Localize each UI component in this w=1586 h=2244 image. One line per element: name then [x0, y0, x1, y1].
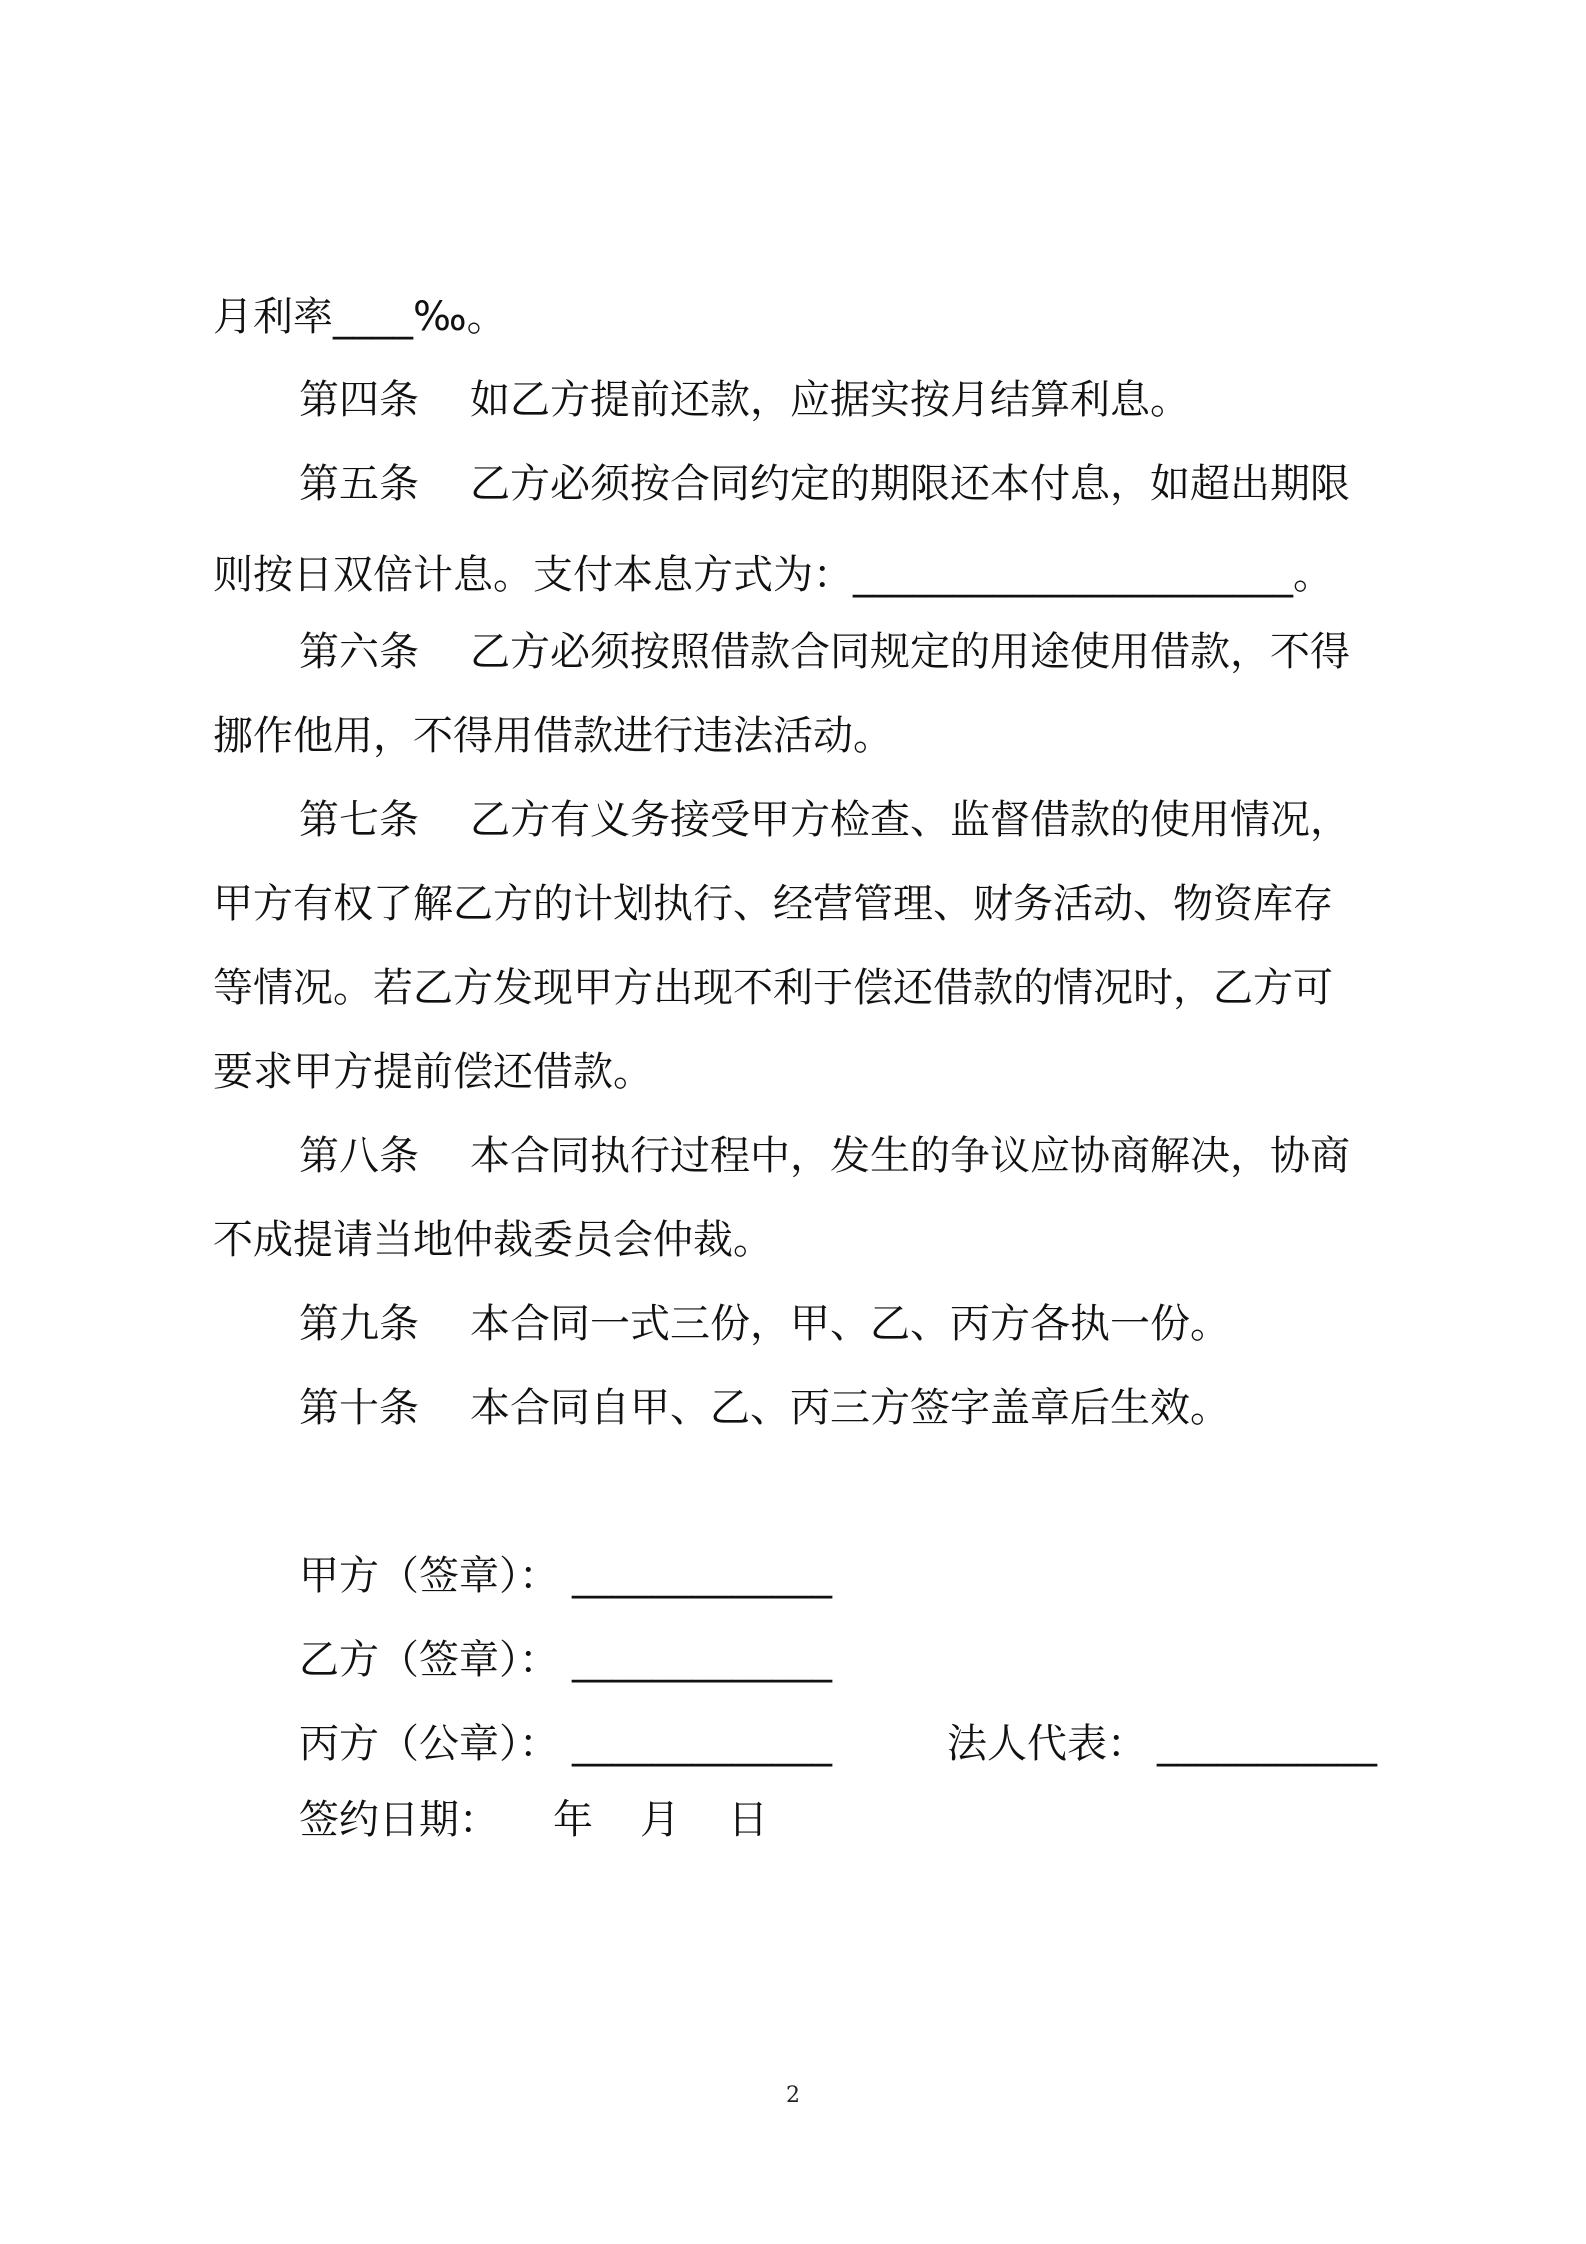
clause-9 — [0, 1294, 1586, 1354]
clause-5-text-cont: 则按日双倍计息。支付本息方式为：______________________。 — [213, 552, 1333, 598]
date-day-label: 日 — [728, 1797, 768, 1843]
clause-9-label: 第九条 — [299, 1301, 419, 1347]
interest-rate-line — [0, 287, 1586, 347]
clause-10-label: 第十条 — [299, 1385, 419, 1431]
clause-6-label: 第六条 — [299, 629, 419, 675]
clause-5-label: 第五条 — [299, 461, 419, 507]
clause-5-continuation — [0, 545, 1586, 605]
clause-5-text: 乙方必须按合同约定的期限还本付息，如超出期限 — [470, 461, 1350, 507]
clause-10-text: 本合同自甲、乙、丙三方签字盖章后生效。 — [470, 1385, 1230, 1431]
clause-7-label: 第七条 — [299, 797, 419, 843]
clause-7-text: 乙方有义务接受甲方检查、监督借款的使用情况， — [470, 797, 1350, 843]
party-a-signature-blank: _____________ — [572, 1553, 832, 1599]
party-c-label: 丙方（公章）： — [299, 1721, 559, 1767]
clause-6-text-cont: 挪作他用，不得用借款进行违法活动。 — [213, 713, 893, 759]
clause-7-continuation-1 — [0, 874, 1586, 934]
clause-7-continuation-2 — [0, 958, 1586, 1018]
clause-4 — [0, 370, 1586, 430]
clause-8-continuation — [0, 1210, 1586, 1270]
signing-date — [0, 1790, 1586, 1850]
party-a-label: 甲方（签章）： — [299, 1553, 559, 1599]
clause-6-continuation — [0, 706, 1586, 766]
party-b-label: 乙方（签章）： — [299, 1637, 559, 1683]
interest-rate-text: 月利率____‰。 — [213, 294, 507, 340]
clause-7 — [0, 790, 1586, 850]
clause-8-label: 第八条 — [299, 1133, 419, 1179]
clause-7-text-cont-2: 等情况。若乙方发现甲方出现不利于偿还借款的情况时，乙方可 — [213, 965, 1333, 1011]
clause-9-text: 本合同一式三份，甲、乙、丙方各执一份。 — [470, 1301, 1230, 1347]
signing-date-label: 签约日期： — [299, 1797, 499, 1843]
clause-6 — [0, 622, 1586, 682]
party-c-seal-blank: _____________ — [572, 1721, 832, 1767]
signature-party-a — [0, 1546, 1586, 1606]
date-year-label: 年 — [553, 1797, 593, 1843]
clause-10 — [0, 1378, 1586, 1438]
clause-7-continuation-3 — [0, 1042, 1586, 1102]
date-month-label: 月 — [640, 1797, 680, 1843]
clause-4-text: 如乙方提前还款，应据实按月结算利息。 — [470, 377, 1190, 423]
clause-4-label: 第四条 — [299, 377, 419, 423]
party-b-signature-blank: _____________ — [572, 1637, 832, 1683]
clause-8 — [0, 1126, 1586, 1186]
clause-6-text: 乙方必须按照借款合同规定的用途使用借款，不得 — [470, 629, 1350, 675]
clause-8-text-cont: 不成提请当地仲裁委员会仲裁。 — [213, 1217, 773, 1263]
page-number: 2 — [786, 2083, 800, 2108]
legal-rep-label: 法人代表： — [947, 1721, 1147, 1767]
clause-8-text: 本合同执行过程中，发生的争议应协商解决，协商 — [470, 1133, 1350, 1179]
clause-5 — [0, 454, 1586, 514]
signature-party-b — [0, 1630, 1586, 1690]
legal-rep-blank: ___________ — [1157, 1721, 1377, 1767]
clause-7-text-cont-1: 甲方有权了解乙方的计划执行、经营管理、财务活动、物资库存 — [213, 881, 1333, 927]
clause-7-text-cont-3: 要求甲方提前偿还借款。 — [213, 1049, 653, 1095]
signature-party-c — [0, 1714, 1586, 1774]
